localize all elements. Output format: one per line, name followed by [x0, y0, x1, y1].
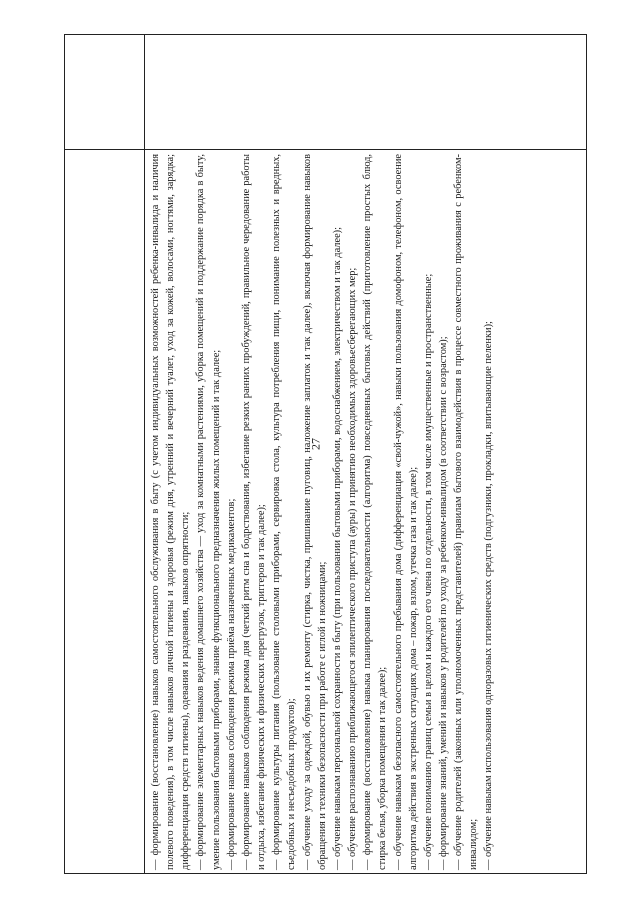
list-item: — формирование элементарных навыков ведения домашнего хозяйства — уход за комнатными растениями, уборка помещений и поддержание порядка в быту, умение пользования бытовыми приборами, знание функционального предназначения жилых помещений и так далее; — [195, 154, 222, 870]
list-item: — формирование культуры питания (пользование столовыми приборами, сервировка стола, культура потребления пищи, понимание полезных и вредных, съедобных и несъедобных продуктов); — [271, 154, 298, 870]
list-item: — формирование навыков соблюдения режима приёма назначенных медикаментов; — [225, 498, 237, 870]
page-number: 27 — [308, 438, 323, 450]
list-item: — обучение уходу за одеждой, обувью и их ремонту (стирка, чистка, пришивание пуговиц, наложение заплаток и так далее), включая формирование навыков обращения и техники безопасности при работе с иглой и ножницами; — [301, 154, 328, 870]
list-item: — обучение навыкам безопасного самостоятельного пребывания дома (дифференциация «свой-чужой», навыки пользования домофоном, телефоном, освоение алгоритма действия в экстренных ситуациях дома – пожар, взлом, утечка газа и так далее); — [392, 154, 419, 870]
list-item: — обучение навыкам использования одноразовых гигиенических средств (подгузники, прокладки, впитывающие пеленки); — [483, 321, 495, 870]
table-column-divider — [144, 35, 145, 873]
list-item: — формирование навыков соблюдения режима дня (четкий ритм сна и бодрствования, избегание резких ранних пробуждений, правильное чередование работы и отдыха, избегание физических и физических перегрузок, триггеров и так далее); — [240, 154, 268, 870]
list-item: — формирование знаний, умений и навыков у родителей по уходу за ребенком-инвалидом (в соответствии с возрастом); — [437, 336, 449, 870]
list-item: — формирование (восстановление) навыков самостоятельного обслуживания в быту (с учетом индивидуальных возможностей ребенка-инвалида и наличия полевого поведения), в том числе навыков личной гигиены и здоровья (режим дня, утренний и вечерний туалет, уход за кожей, волосами, ногтями, зарядка; дифференциация средств гигиены), одевания и раздевания, навыков опрятности; — [150, 154, 192, 870]
list-item: — обучение пониманию границ семьи в целом и каждого его члена по отдельности, в том числе имущественные и пространственные; — [422, 273, 434, 870]
list-item: — обучение навыкам персональной сохранности в быту (при пользовании бытовыми приборами, водоснабжением, электричеством и так далее); — [331, 226, 343, 870]
list-item: — обучение родителей (законных или уполномоченных представителей) правилам бытового взаимодействия в процессе совместного проживания с ребенком-инвалидом; — [453, 154, 480, 870]
list-item: — формирование (восстановление) навыка планирования последовательности (алгоритма) повседневных бытовых действий (приготовление простых блюд, стирка белья, уборка помещения и так далее); — [362, 154, 389, 870]
list-item: — обучение распознаванию приближающегося эпилептического приступа (ауры) и принятию необходимых здоровьесберегающих мер; — [347, 267, 359, 870]
list-cell — [146, 150, 604, 874]
